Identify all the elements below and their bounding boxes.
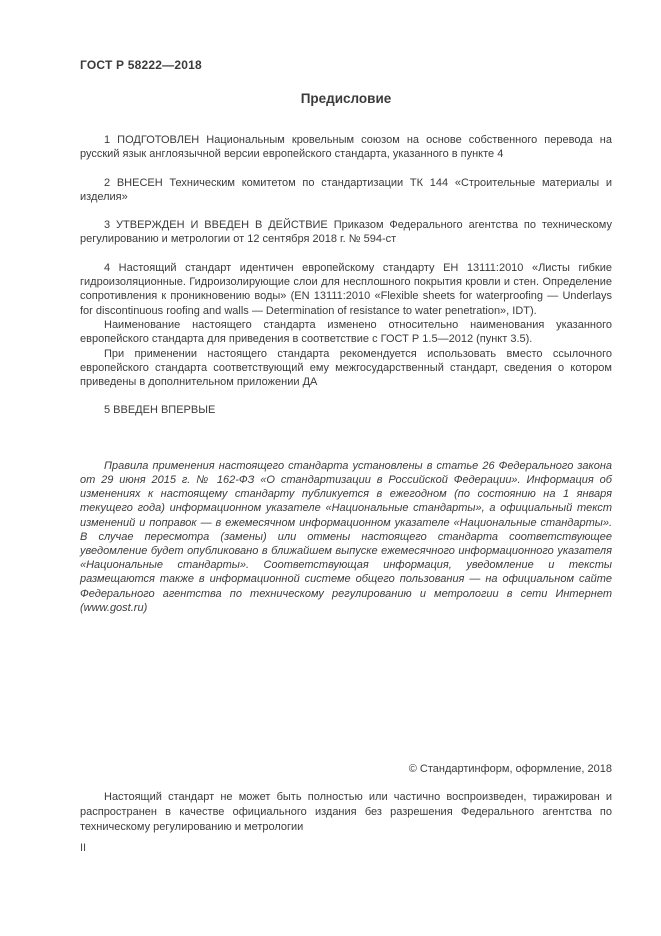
foreword-item-3: 3 УТВЕРЖДЕН И ВВЕДЕН В ДЕЙСТВИЕ Приказом Федерального агентства по техническому регулированию и метрологии от 12 сентября 2018 г. № 594-ст — [80, 219, 612, 246]
page-number: II — [80, 842, 87, 854]
foreword-item-5: 5 ВВЕДЕН ВПЕРВЫЕ — [104, 404, 216, 417]
legal-application-note: Правила применения настоящего стандарта установлены в статье 26 Федерального закона от 29 июня 2015 г. № 162-ФЗ «О стандартизации в Российской Федерации». Информация об изменениях к настоящему стандарту публикуется в ежегодном (по состоянию на 1 января текущего года) информационном указателе «Национальные стандарты», а официальный текст изменений и поправок — в ежемесячном информационном указателе «Национальные стандарты». В случае пересмотра (замены) или отмены настоящего стандарта соответствующее уведомление будет опубликовано в ближайшем выпуске ежемесячного информационного указателя «Национальные стандарты». Соответствующая информация, уведомление и тексты размещаются также в информационной системе общего пользования — на официальном сайте Федерального агентства по техническому регулированию и метрологии в сети Интернет (www.gost.ru) — [80, 459, 612, 614]
foreword-item-2: 2 ВНЕСЕН Техническим комитетом по стандартизации ТК 144 «Строительные материалы и изделия» — [80, 176, 612, 203]
page-title: Предисловие — [300, 91, 392, 106]
doc-number: ГОСТ Р 58222—2018 — [80, 58, 202, 72]
page-content — [80, 0, 612, 615]
foreword-item-4: 4 Настоящий стандарт идентичен европейскому стандарту ЕН 13111:2010 «Листы гибкие гидроизоляционные. Гидроизолирующие слои для несплошного покрытия кровли и стен. Определение сопротивления к проникновению воды» (EN 13111:2010 «Flexible sheets for waterproofing — Underlays for discontinuous roofing and walls — Determination of resistance to water penetration», IDT). — [80, 261, 612, 317]
foreword-item-4-note-1: Наименование настоящего стандарта изменено относительно наименования указанного европейского стандарта для приведения в соответствие с ГОСТ Р 1.5—2012 (пункт 3.5). — [80, 318, 612, 346]
copyright-line: © Стандартинформ, оформление, 2018 — [408, 763, 612, 775]
foreword-item-4-note-2: При применении настоящего стандарта рекомендуется использовать вместо ссылочного европейского стандарта соответствующий ему межгосударственный стандарт, сведения о котором приведены в дополнительном приложении ДА — [80, 347, 612, 389]
distribution-note: Настоящий стандарт не может быть полностью или частично воспроизведен, тиражирован и распространен в качестве официального издания без разрешения Федерального агентства по техническому регулированию и метрологии — [80, 791, 612, 834]
foreword-item-1: 1 ПОДГОТОВЛЕН Национальным кровельным союзом на основе собственного перевода на русский язык англоязычной версии европейского стандарта, указанного в пункте 4 — [80, 134, 612, 161]
